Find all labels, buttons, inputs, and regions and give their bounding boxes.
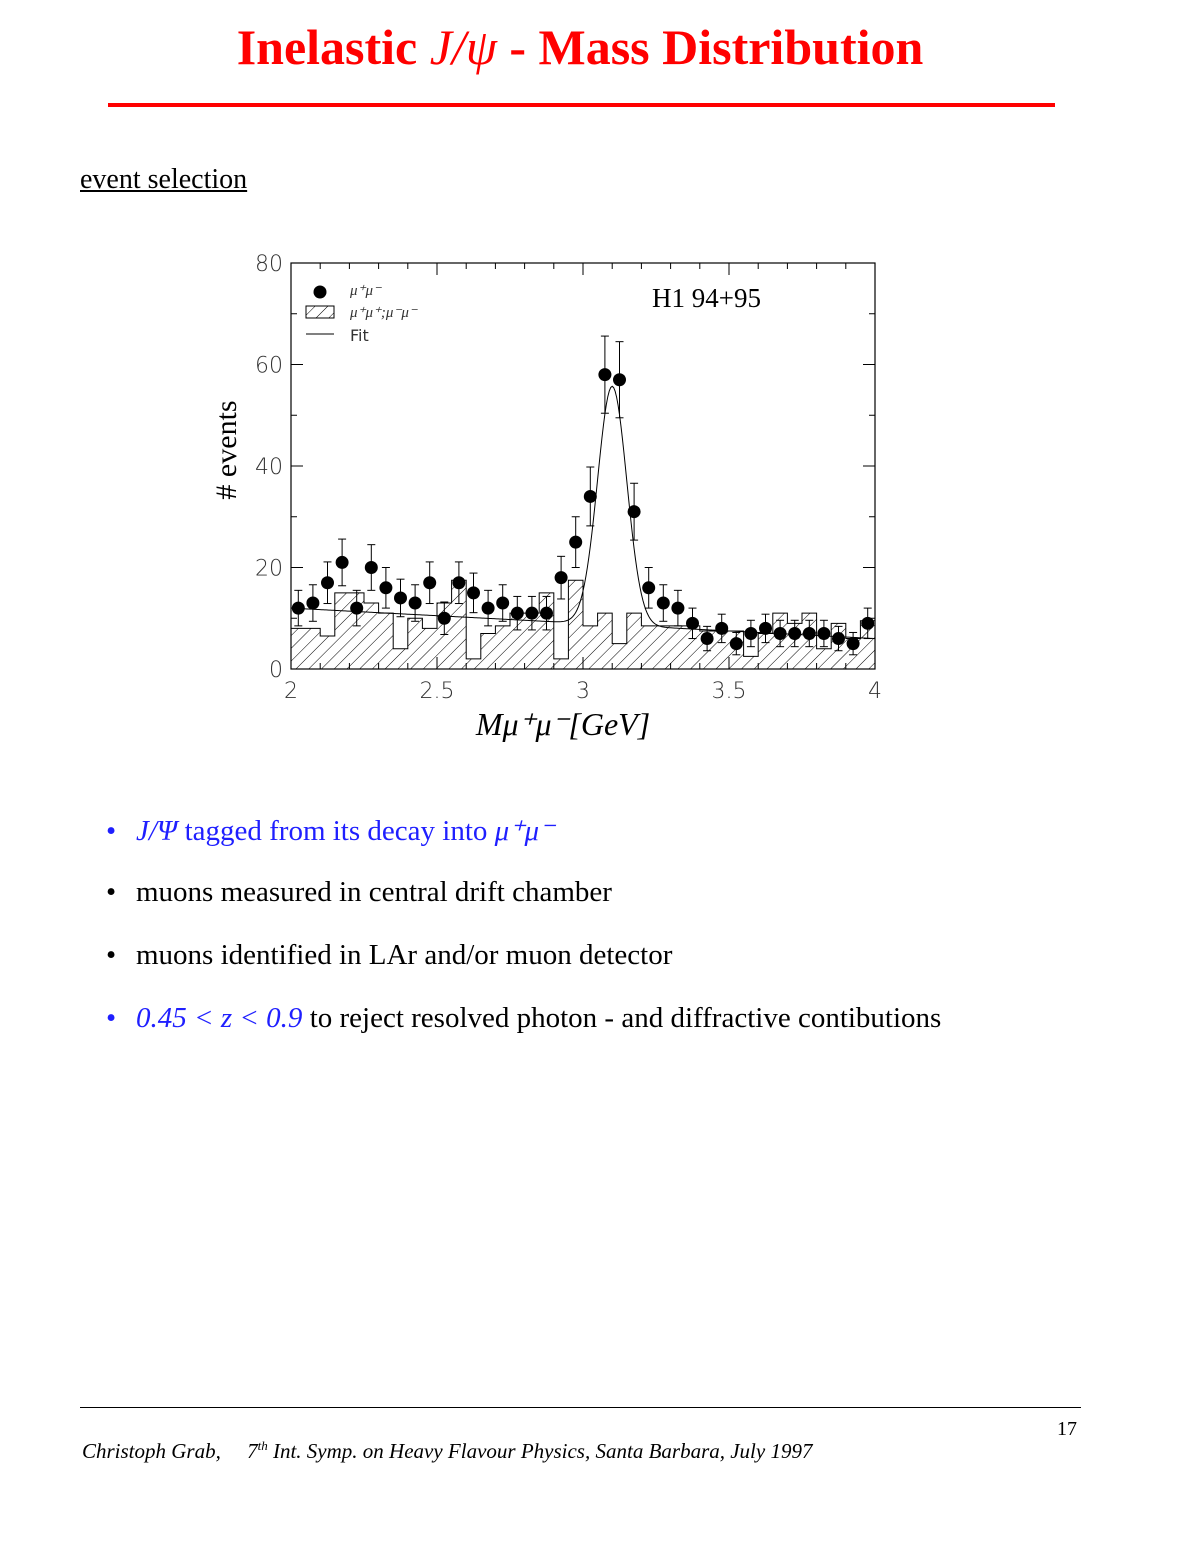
slide-title-math: J/ψ — [429, 19, 497, 75]
x-tick-label: 2.5 — [419, 679, 455, 704]
bullet-text: muons measured in central drift chamber — [136, 876, 612, 908]
data-point — [628, 483, 641, 540]
data-marker — [438, 612, 451, 625]
x-tick-label: 3 — [576, 679, 590, 704]
data-marker — [686, 617, 699, 630]
data-marker — [409, 597, 422, 610]
data-point — [394, 579, 407, 617]
data-point — [657, 585, 670, 622]
data-point — [467, 573, 480, 613]
y-tick-label: 60 — [255, 353, 283, 379]
y-tick-label: 80 — [255, 252, 283, 277]
data-marker — [832, 632, 845, 645]
data-point — [321, 562, 334, 604]
bullet-item-z-cut — [106, 1002, 941, 1065]
x-tick-label: 4 — [868, 679, 882, 704]
data-point — [336, 539, 349, 586]
data-marker — [379, 581, 392, 594]
data-point — [482, 590, 495, 626]
data-marker — [365, 561, 378, 574]
y-axis-label: # events — [210, 400, 243, 500]
data-point — [555, 556, 568, 599]
data-marker — [701, 632, 714, 645]
slide-title — [0, 18, 1160, 76]
data-marker — [423, 576, 436, 589]
bullet-text: to reject resolved photon - and diffractive contibutions — [302, 1002, 942, 1034]
slide-title-prefix: Inelastic — [236, 19, 430, 75]
data-marker — [817, 627, 830, 640]
data-marker — [452, 576, 465, 589]
data-point — [642, 568, 655, 609]
footer-credit — [82, 1438, 812, 1464]
bullet-list — [106, 813, 941, 1065]
data-marker — [321, 576, 334, 589]
data-point — [306, 585, 319, 622]
data-marker — [774, 627, 787, 640]
data-point — [817, 620, 830, 646]
bullet-item-drift-chamber — [106, 876, 941, 939]
title-rule — [108, 103, 1055, 107]
data-point — [409, 585, 422, 622]
data-point — [292, 590, 305, 626]
bullet-math-2: μ⁺μ⁻ — [494, 815, 555, 847]
legend-marker-hatched — [306, 306, 334, 318]
data-point — [744, 620, 757, 646]
bullet-math: J/Ψ — [136, 815, 178, 847]
data-marker — [598, 368, 611, 381]
bullet-dot: • — [106, 876, 117, 908]
legend-label: Fit — [350, 326, 369, 345]
mass-distribution-chart — [190, 240, 910, 760]
y-tick-label: 0 — [269, 658, 283, 683]
data-marker — [350, 602, 363, 615]
data-marker — [292, 602, 305, 615]
footer-author: Christoph Grab, — [82, 1439, 221, 1463]
data-marker — [569, 536, 582, 549]
data-marker — [715, 622, 728, 635]
bullet-text: muons identified in LAr and/or muon detector — [136, 939, 673, 971]
bullet-dot: • — [106, 815, 117, 847]
data-marker — [788, 627, 801, 640]
data-marker — [511, 607, 524, 620]
footer-rule — [80, 1407, 1081, 1408]
data-point — [584, 467, 597, 526]
data-marker — [847, 637, 860, 650]
data-marker — [394, 591, 407, 604]
data-marker — [861, 617, 874, 630]
y-tick-label: 20 — [255, 556, 283, 582]
bullet-math: 0.45 < z < 0.9 — [136, 1002, 303, 1034]
data-marker — [628, 505, 641, 518]
legend-marker-points — [314, 286, 327, 299]
data-point — [365, 545, 378, 591]
legend-label: μ⁺μ⁺;μ⁻μ⁻ — [350, 305, 417, 321]
data-marker — [540, 607, 553, 620]
background-histogram — [291, 580, 875, 669]
data-marker — [657, 597, 670, 610]
bullet-item-muon-identification — [106, 939, 941, 1002]
x-tick-label: 2 — [284, 679, 298, 704]
data-marker — [730, 637, 743, 650]
bullet-dot: • — [106, 1002, 117, 1034]
data-point — [423, 562, 436, 604]
chart-title: H1 94+95 — [652, 283, 761, 313]
data-marker — [306, 597, 319, 610]
data-point — [496, 585, 509, 622]
footer-ordinal-suffix: th — [257, 1438, 268, 1453]
bullet-dot: • — [106, 939, 117, 971]
data-marker — [482, 602, 495, 615]
data-marker — [759, 622, 772, 635]
data-point — [598, 336, 611, 413]
data-point — [379, 568, 392, 609]
bullet-text: tagged from its decay into — [177, 815, 495, 847]
x-axis-label: Mμ⁺μ⁻[GeV] — [475, 706, 651, 742]
data-marker — [525, 607, 538, 620]
data-marker — [671, 602, 684, 615]
data-point — [671, 590, 684, 626]
data-marker — [467, 586, 480, 599]
legend-label: μ⁺μ⁻ — [350, 283, 381, 299]
y-tick-label: 40 — [255, 455, 283, 480]
data-marker — [584, 490, 597, 503]
section-heading: event selection — [80, 164, 248, 195]
x-tick-label: 3.5 — [711, 679, 747, 704]
page-number: 17 — [1057, 1418, 1077, 1440]
data-marker — [613, 373, 626, 386]
data-point — [613, 342, 626, 418]
data-point — [569, 517, 582, 568]
data-marker — [642, 581, 655, 594]
legend — [306, 283, 418, 345]
data-marker — [555, 571, 568, 584]
data-marker — [496, 597, 509, 610]
footer-ordinal: 7 — [247, 1439, 258, 1463]
data-marker — [744, 627, 757, 640]
bullet-item-jpsi-tagging — [106, 813, 941, 876]
data-marker — [336, 556, 349, 569]
footer-event: Int. Symp. on Heavy Flavour Physics, Santa Barbara, July 1997 — [267, 1439, 813, 1463]
slide-title-suffix: - Mass Distribution — [496, 19, 924, 75]
data-marker — [803, 627, 816, 640]
